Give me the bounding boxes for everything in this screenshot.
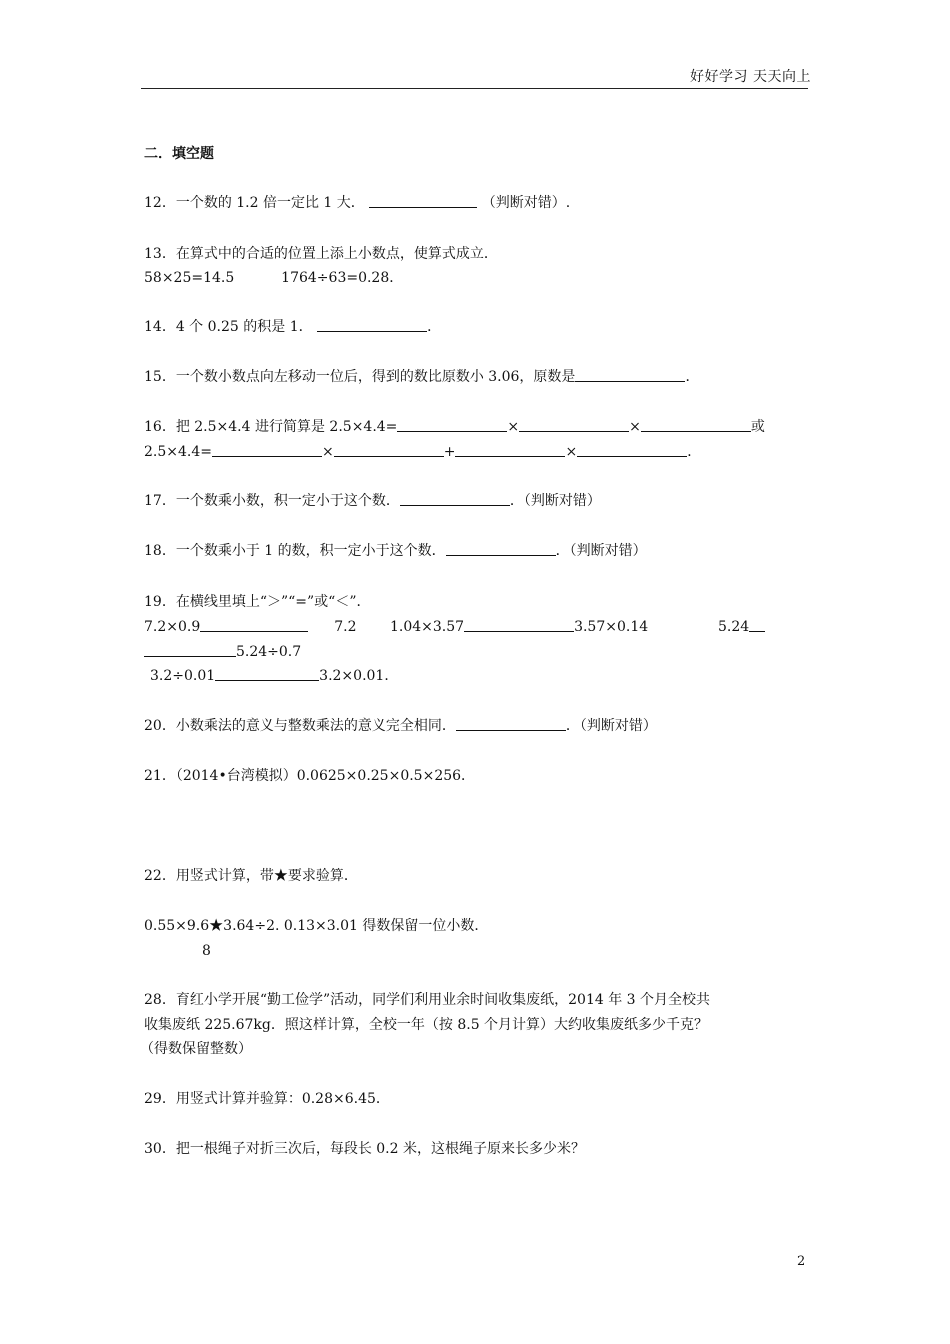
blank-tail <box>303 668 319 680</box>
answer-blank-a[interactable] <box>216 619 294 631</box>
question-text: 16．把 2.5×4.4 进行简算是 2.5×4.4= <box>144 419 398 435</box>
answer-blank-3[interactable] <box>657 419 735 431</box>
question-15 <box>144 368 699 386</box>
page-number: 2 <box>797 1254 806 1269</box>
question-19-row-3 <box>150 667 398 685</box>
question-19-row-1-c <box>718 618 765 636</box>
question-suffix: ． <box>685 369 700 385</box>
question-text: 15．一个数小数点向左移动一位后，得到的数比原数小 3.06，原数是 <box>144 369 576 385</box>
section-title: 二．填空题 <box>144 146 214 162</box>
question-text: 18．一个数乘小于 1 的数，积一定小于这个数． <box>144 543 446 559</box>
question-suffix: ．（判断对错） <box>565 718 657 734</box>
blank-lead <box>397 419 413 431</box>
question-20 <box>144 717 657 735</box>
answer-blank-lead <box>575 369 591 381</box>
question-suffix: ． <box>427 319 442 335</box>
question-16-line-2 <box>144 443 701 461</box>
question-22-problems: 0.55×9.6★3.64÷2. 0.13×3.01 得数保留一位小数． <box>144 918 489 934</box>
blank-tail <box>735 419 751 431</box>
question-28-line-1: 28．育红小学开展“勤工俭学”活动，同学们利用业余时间收集废纸，2014 年 3 个月全校共 <box>144 992 711 1008</box>
blank-tail <box>540 543 556 555</box>
times-sign: × <box>507 419 520 435</box>
answer-blank[interactable] <box>462 543 540 555</box>
blank-lead <box>519 419 535 431</box>
question-suffix: （判断对错）. <box>481 195 571 211</box>
question-28-line-2: 收集废纸 225.67kg．照这样计算，全校一年（按 8.5 个月计算）大约收集废纸多少千克？ <box>144 1017 709 1033</box>
question-19: 19．在横线里填上“＞”“=”或“＜”． <box>144 594 371 610</box>
comparison-c-right: 5.24÷0.7 <box>236 644 302 660</box>
times-sign: × <box>629 419 641 435</box>
question-suffix: ．（判断对错） <box>555 543 647 559</box>
question-text: 17．一个数乘小数，积一定小于这个数． <box>144 493 400 509</box>
blank-lead <box>464 619 480 631</box>
header-motto: 好好学习 天天向上 <box>690 69 811 85</box>
blank-tail <box>549 444 565 456</box>
blank-lead <box>455 444 471 456</box>
answer-blank-tail <box>669 369 685 381</box>
equation-2: 1764÷63=0.28． <box>281 270 404 286</box>
blank-tail <box>294 619 308 631</box>
answer-blank-5[interactable] <box>350 444 428 456</box>
blank-lead <box>212 444 228 456</box>
blank-lead <box>456 718 472 730</box>
question-text: 20．小数乘法的意义与整数乘法的意义完全相同． <box>144 718 456 734</box>
answer-blank-7[interactable] <box>593 444 671 456</box>
question-14 <box>144 318 441 336</box>
question-22: 22．用竖式计算，带★要求验算． <box>144 868 358 884</box>
header-rule <box>141 88 808 89</box>
answer-blank-4[interactable] <box>228 444 306 456</box>
question-29: 29．用竖式计算并验算：0.28×6.45． <box>144 1091 390 1107</box>
plus-sign: + <box>443 444 456 460</box>
times-sign: × <box>322 444 334 460</box>
answer-blank-tail <box>411 319 427 331</box>
blank-lead <box>446 543 462 555</box>
blank-tail <box>613 419 629 431</box>
answer-blank-lead <box>317 319 333 331</box>
question-19-row-1 <box>144 618 357 636</box>
answer-blank[interactable] <box>416 493 494 505</box>
comparison-d-left: 3.2÷0.01 <box>150 668 216 684</box>
question-30: 30．把一根绳子对折三次后，每段长 0.2 米，这根绳子原来长多少米？ <box>144 1141 585 1157</box>
answer-blank-1[interactable] <box>413 419 491 431</box>
question-text: 12．一个数的 1.2 倍一定比 1 大． <box>144 195 365 211</box>
blank-lead <box>334 444 350 456</box>
period: ． <box>687 444 702 460</box>
blank-tail <box>550 718 566 730</box>
question-21: 21．（2014•台湾模拟）0.0625×0.25×0.5×256． <box>144 768 476 784</box>
answer-blank-tail <box>461 195 477 207</box>
or-word: 或 <box>750 419 765 435</box>
comparison-d-right: 3.2×0.01． <box>319 668 399 684</box>
answer-blank-6[interactable] <box>471 444 549 456</box>
blank-tail <box>494 493 510 505</box>
blank-tail <box>671 444 687 456</box>
question-text: 14．4 个 0.25 的积是 1． <box>144 319 313 335</box>
blank-lead <box>400 493 416 505</box>
comparison-a-right: 7.2 <box>334 619 357 635</box>
answer-blank[interactable] <box>333 319 411 331</box>
answer-blank-b[interactable] <box>480 619 558 631</box>
answer-blank-lead <box>369 195 385 207</box>
blank-tail <box>306 444 322 456</box>
blank-lead <box>200 619 216 631</box>
question-12 <box>144 194 570 212</box>
comparison-b-left: 1.04×3.57 <box>390 619 465 635</box>
blank-lead <box>577 444 593 456</box>
comparison-b-right: 3.57×0.14 <box>574 619 649 635</box>
question-suffix: ．（判断对错） <box>509 493 601 509</box>
question-28-line-3: （得数保留整数） <box>140 1041 252 1057</box>
equation-1: 58×25=14.5 <box>144 270 235 286</box>
answer-blank-d[interactable] <box>231 668 303 680</box>
question-22-continuation: 8 <box>202 943 211 959</box>
times-sign: × <box>565 444 578 460</box>
blank-lead <box>749 619 765 631</box>
answer-blank[interactable] <box>472 718 550 730</box>
blank-lead <box>641 419 657 431</box>
blank-lead <box>215 668 231 680</box>
question-16-line-1 <box>144 418 765 436</box>
blank-tail <box>428 444 444 456</box>
question-17 <box>144 492 601 510</box>
question-13: 13．在算式中的合适的位置上添上小数点，使算式成立． <box>144 246 498 262</box>
question-19-row-2 <box>144 643 301 661</box>
question-18 <box>144 542 647 560</box>
comparison-a-left: 7.2×0.9 <box>144 619 201 635</box>
blank-tail <box>558 619 574 631</box>
blank-tail <box>491 419 507 431</box>
question-text: 2.5×4.4= <box>144 444 212 460</box>
question-19-row-1-b <box>390 618 648 636</box>
answer-blank[interactable] <box>591 369 669 381</box>
blank-tail <box>222 644 236 656</box>
question-13-equations <box>144 269 403 287</box>
comparison-c-left: 5.24 <box>718 619 750 635</box>
answer-blank[interactable] <box>385 195 461 207</box>
answer-blank-2[interactable] <box>535 419 613 431</box>
answer-blank-c[interactable] <box>144 644 222 656</box>
